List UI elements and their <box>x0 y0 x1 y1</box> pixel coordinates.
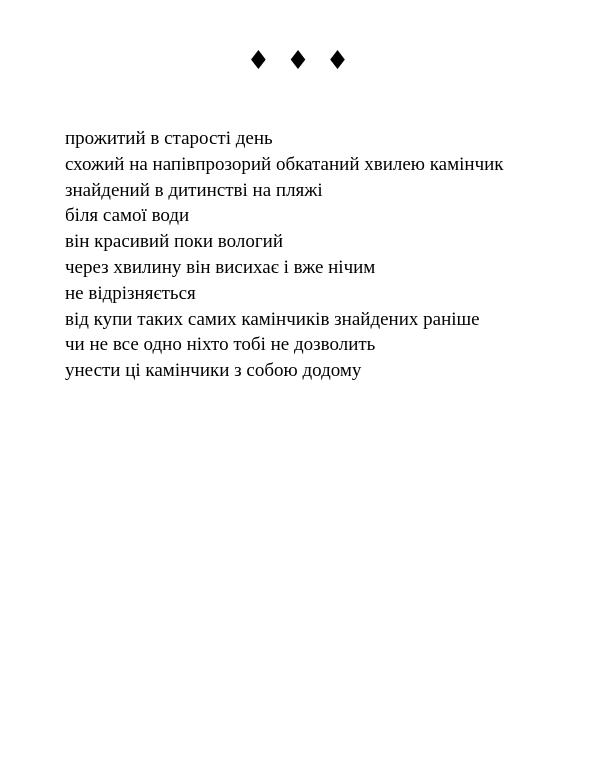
poem-line: прожитий в старості день <box>65 128 273 149</box>
poem-line: біля самої води <box>65 205 190 227</box>
poem-line: знайдений в дитинстві на пляжі <box>65 179 323 201</box>
poem-line: унести ці камінчики з собою додому <box>65 360 362 382</box>
poem <box>65 126 585 384</box>
section-divider-ornament: ♦ ♦ ♦ <box>246 46 354 76</box>
poem-line: не відрізняється <box>65 282 196 304</box>
poem-line: через хвилину він висихає і вже нічим <box>65 256 376 278</box>
poem-line: він красивий поки вологий <box>65 231 284 253</box>
poem-line: схожий на напівпрозорий обкатаний хвилею камінчик <box>65 153 504 175</box>
poem-line: чи не все одно ніхто тобі не дозволить <box>65 334 376 356</box>
poem-line: від купи таких самих камінчиків знайдених раніше <box>65 308 480 330</box>
